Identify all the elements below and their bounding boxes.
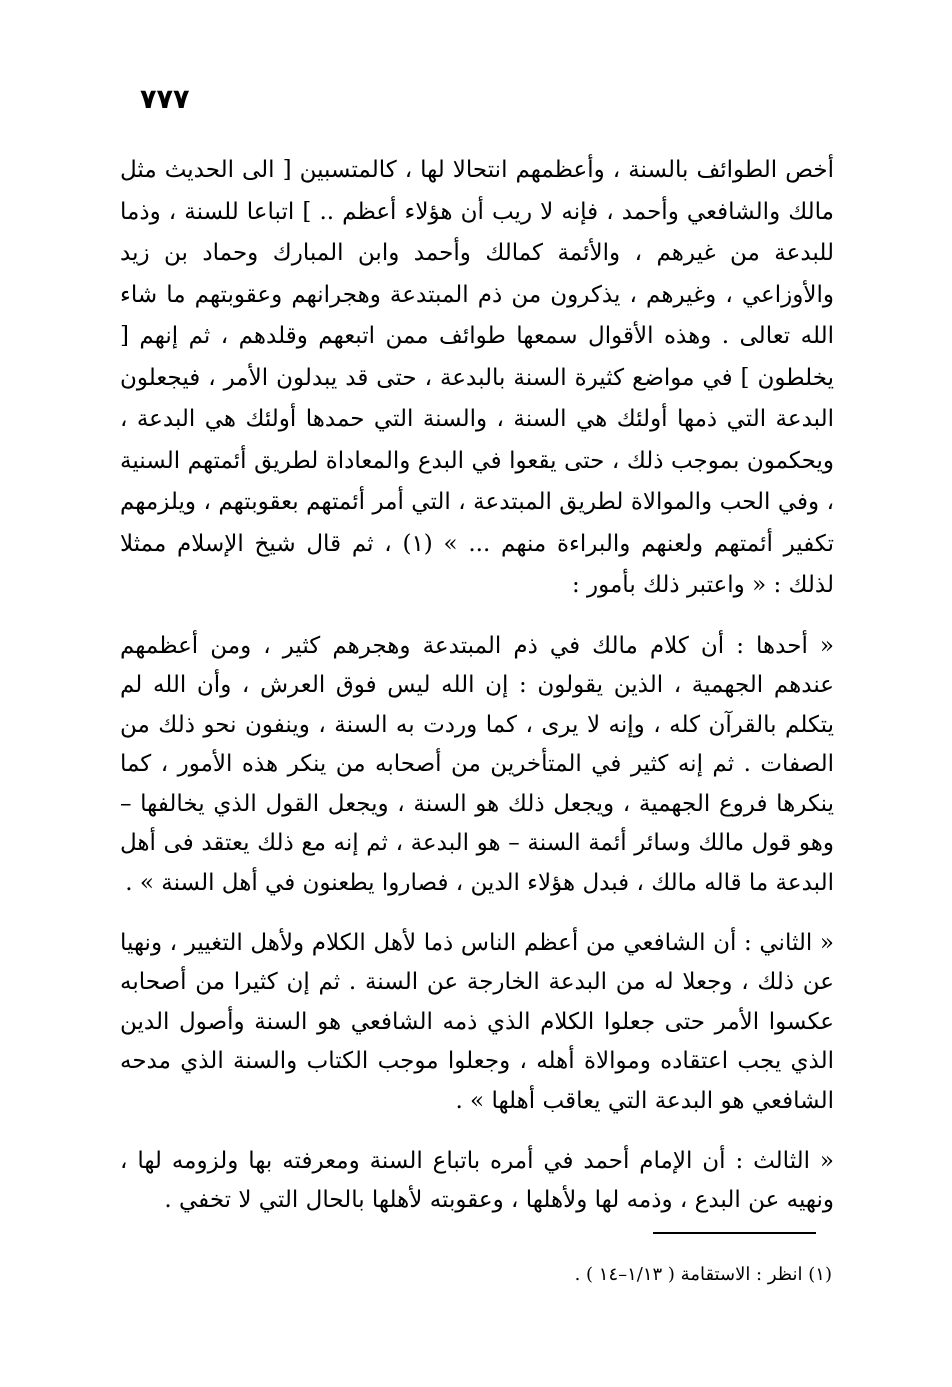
footnote: (١) انظر : الاستقامة ( ١/١٣–١٤ ) . [574, 1264, 832, 1285]
paragraph-2: « أحدها : أن كلام مالك في ذم المبتدعة وهجرهم كثير ، ومن أعظمهم عندهم الجهمية ، الذين يقولون : إن الله ليس فوق العرش ، وأن الله لم يتكلم بالقرآن كله ، وإنه لا يرى ، كما وردت به السنة ، وينفون نحو ذلك من الصفات . ثم إنه كثير في المتأخرين من أصحابه من ينكر هذه الأمور ، كما ينكرها فروع الجهمية ، ويجعل ذلك هو السنة ، ويجعل القول الذي يخالفها – وهو قول مالك وسائر أئمة السنة – هو البدعة ، ثم إنه مع ذلك يعتقد فى أهل البدعة ما قاله مالك ، فبدل هؤلاء الدين ، فصاروا يطعنون في أهل السنة » . [120, 632, 834, 897]
paragraph-1: أخص الطوائف بالسنة ، وأعظمهم انتحالا لها ، كالمتسبين [ الى الحديث مثل مالك والشافعي وأحمد ، فإنه لا ريب أن هؤلاء أعظم .. ] اتباعا للسنة ، وذما للبدعة من غيرهم ، والأئمة كمالك وأحمد وابن المبارك وحماد بن زيد والأوزاعي ، وغيرهم ، يذكرون من ذم المبتدعة وهجرانهم وعقوبتهم ما شاء الله تعالى . وهذه الأقوال سمعها طوائف ممن اتبعهم وقلدهم ، ثم إنهم [ يخلطون ] في مواضع كثيرة السنة بالبدعة ، حتى قد يبدلون الأمر ، فيجعلون البدعة التي ذمها أولئك هي السنة ، والسنة التي حمدها أولئك هي البدعة ، ويحكمون بموجب ذلك ، حتى يقعوا في البدع والمعاداة لطريق أئمتهم السنية ، وفي الحب والموالاة لطريق المبتدعة ، التي أمر أئمتهم بعقوبتهم ، ويلزمهم تكفير أئمتهم ولعنهم والبراءة منهم ... » (١) ، ثم قال شيخ الإسلام ممثلا لذلك : « واعتبر ذلك بأمور : [120, 157, 834, 598]
paragraph-4: « الثالث : أن الإمام أحمد في أمره باتباع السنة ومعرفته بها ولزومه لها ، ونهيه عن البدع ، وذمه لها ولأهلها ، وعقوبته لأهلها بالحال التي لا تخفي . [120, 1147, 834, 1214]
footnote-divider [653, 1232, 816, 1234]
main-text [120, 150, 834, 1221]
paragraph-3: « الثاني : أن الشافعي من أعظم الناس ذما لأهل الكلام ولأهل التغيير ، ونهيا عن ذلك ، وجعلا له من البدعة الخارجة عن السنة . ثم إن كثيرا من أصحابه عكسوا الأمر حتى جعلوا الكلام الذي ذمه الشافعي هو السنة وأصول الدين الذي يجب اعتقاده وموالاة أهله ، وجعلوا موجب الكتاب والسنة الذي مدحه الشافعي هو البدعة التي يعاقب أهلها » . [120, 929, 834, 1115]
page-number: ٧٧٧ [140, 84, 190, 115]
